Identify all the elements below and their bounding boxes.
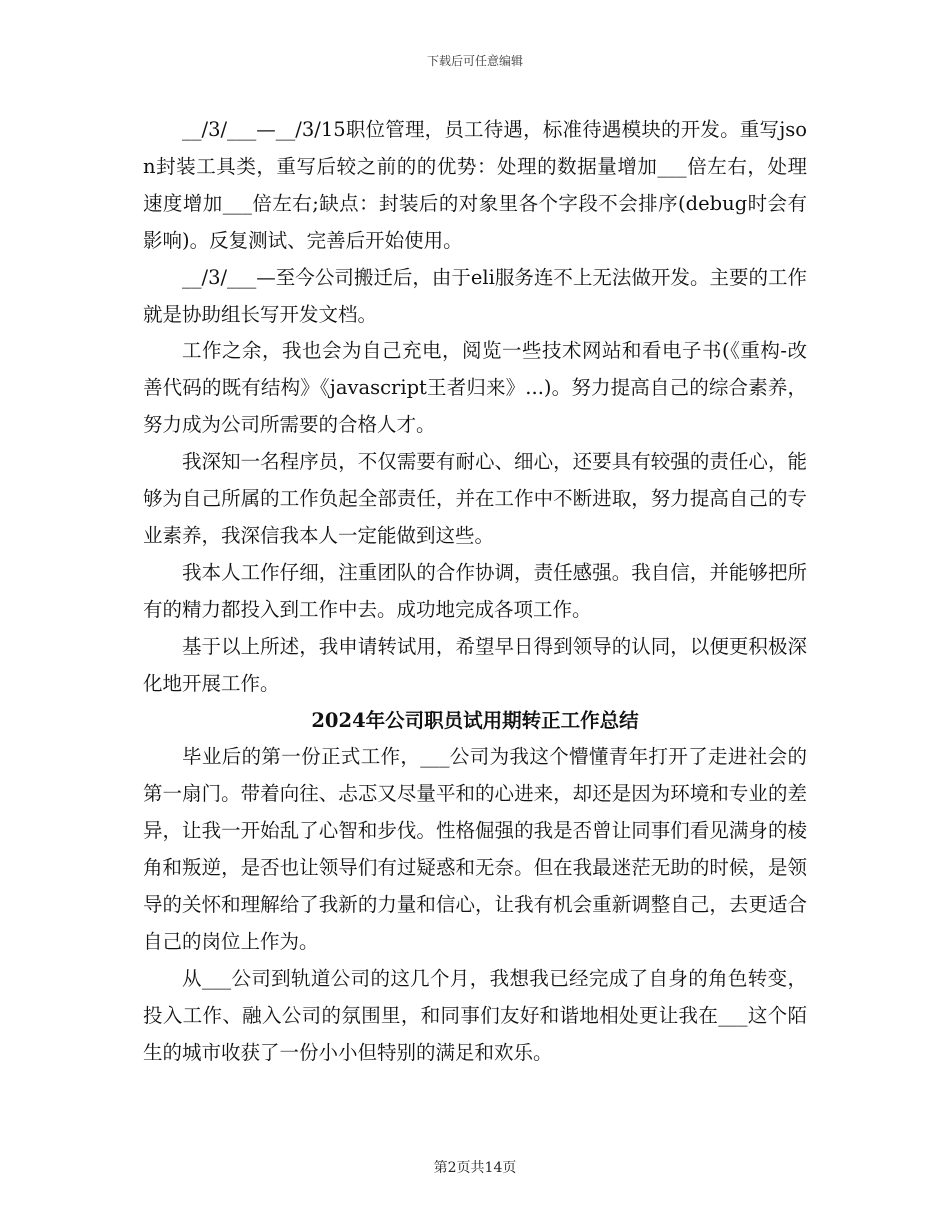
paragraph-dev-module: __/3/___—__/3/15职位管理，员工待遇，标准待遇模块的开发。重写json封装工具类，重写后较之前的的优势：处理的数据量增加___倍左右，处理速度增加___倍左右;缺点：封装后的对象里各个字段不会排序(debug时会有影响)。反复测试、完善后开始使用。 [143, 118, 807, 252]
paragraph-first-job: 毕业后的第一份正式工作，___公司为我这个懵懂青年打开了走进社会的第一扇门。带着向往、忐忑又尽量平和的心进来，却还是因为环境和专业的差异，让我一开始乱了心智和步伐。性格倔强的我是否曾让同事们看见满身的棱角和叛逆，是否也让领导们有过疑惑和无奈。但在我最迷茫无助的时候，是领导的关怀和理解给了我新的力量和信心，让我有机会重新调整自己，去更适合自己的岗位上作为。 [143, 745, 807, 953]
page-number: 第2页共14页 [433, 1160, 517, 1176]
paragraph-programmer-qualities: 我深知一名程序员，不仅需要有耐心、细心，还要具有较强的责任心，能够为自己所属的工作负起全部责任，并在工作中不断进取，努力提高自己的专业素养，我深信我本人一定能做到这些。 [143, 450, 807, 547]
paragraph-role-change: 从___公司到轨道公司的这几个月，我想我已经完成了自身的角色转变，投入工作、融入公司的氛围里，和同事们友好和谐地相处更让我在___这个陌生的城市收获了一份小小但特别的满足和欢乐。 [143, 966, 807, 1064]
paragraph-relocation: __/3/___—至今公司搬迁后，由于eli服务连不上无法做开发。主要的工作就是协助组长写开发文档。 [143, 265, 807, 326]
paragraph-work-attitude: 我本人工作仔细，注重团队的合作协调，责任感强。我自信，并能够把所有的精力都投入到工作中去。成功地完成各项工作。 [143, 560, 807, 621]
document-body [143, 112, 807, 1072]
paragraph-application: 基于以上所述，我申请转试用，希望早日得到领导的认同，以便更积极深化地开展工作。 [143, 634, 807, 695]
page-header: 下载后可任意编辑 [426, 54, 523, 68]
section-title: 2024年公司职员试用期转正工作总结 [311, 708, 639, 732]
paragraph-self-study: 工作之余，我也会为自己充电，阅览一些技术网站和看电子书(《重构-改善代码的既有结构》《javascript王者归来》...)。努力提高自己的综合素养，努力成为公司所需要的合格人才。 [143, 339, 807, 437]
